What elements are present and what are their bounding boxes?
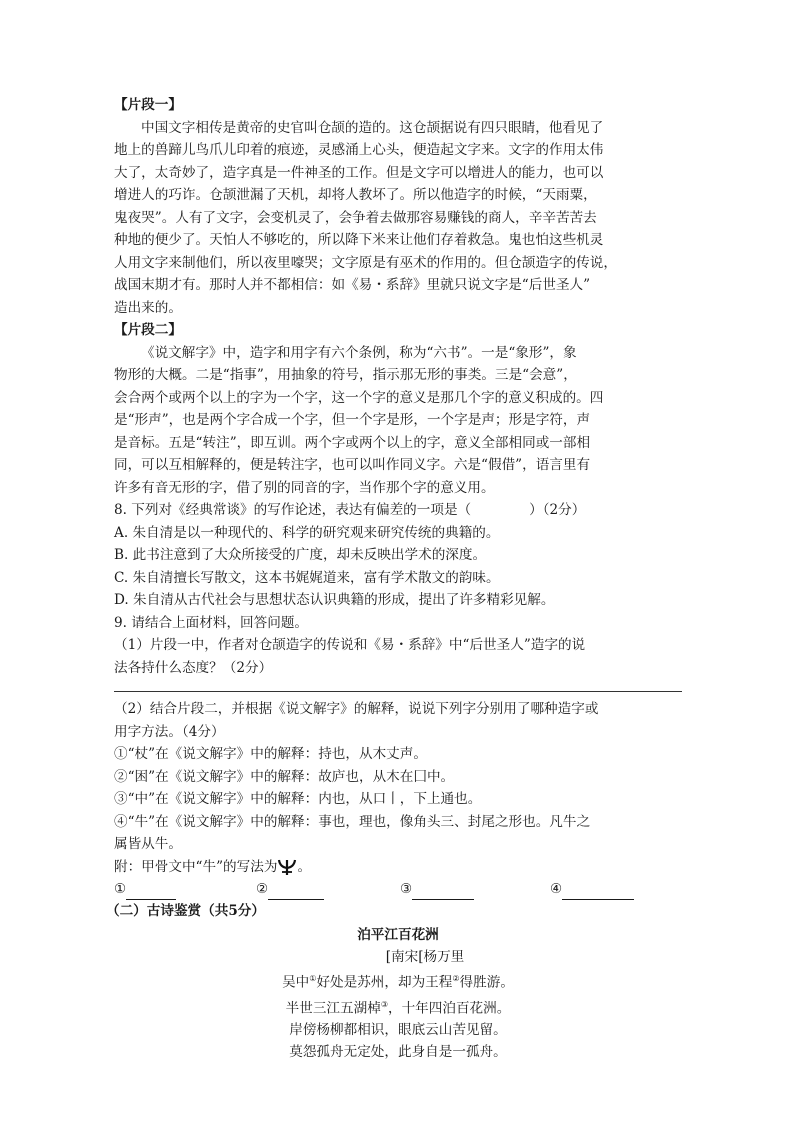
blank-label-4: ④ [550, 881, 563, 897]
answer-blanks [114, 878, 682, 900]
frag2-line: 会合两个或两个以上的字为一个字，这一个字的意义是那几个字的意义积成的。四 [114, 389, 604, 406]
option-b: B. 此书注意到了大众所接受的广度，却未反映出学术的深度。 [114, 547, 487, 563]
question-9-2-line: 用字方法。（4分） [114, 723, 225, 740]
item-niu: ④“牛”在《说文解字》中的解释：事也，理也，像角头三、封尾之形也。凡牛之 [114, 813, 591, 830]
oracle-note-text: 附：甲骨文中“牛”的写法为 [114, 858, 278, 875]
blank-label-1: ① [114, 881, 127, 897]
question-8-text: 8. 下列对《经典常谈》的写作论述，表达有偏差的一项是（ [114, 502, 472, 518]
item-zhang: ①“杖”在《说文解字》中的解释：持也，从木丈声。 [114, 746, 427, 762]
frag1-line: 战国末期才有。那时人并不都相信：如《易・系辞》里就只说文字是“后世圣人” [114, 277, 591, 293]
poem-line-1b: 好处是苏州，却为王程 [316, 974, 453, 991]
question-8-points: ）（2分） [529, 502, 586, 518]
poem-line-4: 莫怨孤舟无定处，此身自是一孤舟。 [289, 1044, 507, 1061]
question-8-stem [114, 499, 682, 522]
blank-label-3: ③ [400, 881, 413, 897]
frag1-line: 造出来的。 [114, 299, 182, 316]
answer-blank-3[interactable] [412, 885, 474, 900]
frag2-line: 是“形声”，也是两个字合成一个字，但一个字是形，一个字是声；形是字符，声 [114, 412, 591, 428]
frag1-line: 地上的兽蹄儿鸟爪儿印着的痕迹，灵感涌上心头，便造起文字来。文字的作用太伟 [114, 142, 604, 158]
frag2-line: 许多有音无形的字，借了别的同音的字，当作那个字的意义用。 [114, 479, 495, 496]
poem-line-1a: 吴中 [282, 974, 310, 991]
oracle-note-end: 。 [297, 858, 312, 875]
footnote-mark: ③ [380, 999, 388, 1009]
frag2-line: 是音标。五是“转注”，即互训。两个字或两个以上的字，意义全部相同或一部相 [114, 434, 591, 451]
frag1-line: 人用文字来制他们，所以夜里嚎哭；文字原是有巫术的作用的。但仓颉造字的传说， [114, 254, 617, 271]
footnote-mark: ① [309, 974, 317, 983]
frag1-line: 增进人的巧诈。仓颉泄漏了天机，却将人教坏了。所以他造字的时候，“天雨粟， [114, 187, 597, 203]
answer-blank-2[interactable] [268, 885, 324, 900]
fragment-one-heading: 【片段一】 [114, 97, 182, 113]
frag2-line: 物形的大概。二是“指事”，用抽象的符号，指示那无形的事类。三是“会意”， [114, 367, 577, 383]
question-9-1-line: 法各持什么态度？（2分） [114, 659, 273, 676]
poem-line-2b: ，十年四泊百花洲。 [387, 1000, 511, 1017]
option-d: D. 朱自清从古代社会与思想状态认识典籍的形成，提出了许多精彩见解。 [114, 592, 555, 608]
item-niu-cont: 属皆从牛。 [114, 836, 182, 852]
option-c: C. 朱自清擅长写散文，这本书娓娓道来，富有学术散文的韵味。 [114, 569, 500, 586]
fragment-two-heading: 【片段二】 [114, 322, 182, 338]
frag1-line: 大了，太奇妙了，造字真是一件神圣的工作。但是文字可以增进人的能力，也可以 [114, 164, 604, 181]
item-zhong: ③“中”在《说文解字》中的解释：内也，从口丨，下上通也。 [114, 791, 482, 807]
answer-blank-1[interactable] [126, 885, 176, 900]
question-9-2-line: （2）结合片段二，并根据《说文解字》的解释，说说下列字分别用了哪种造字或 [114, 701, 599, 717]
frag1-line: 中国文字相传是黄帝的史官叫仓颉的造的。这仓颉据说有四只眼睛，他看见了 [141, 119, 604, 136]
blank-label-2: ② [256, 881, 269, 897]
poem-line-3: 岸傍杨柳都相识，眼底云山苦见留。 [289, 1022, 507, 1039]
oracle-bone-niu-icon [277, 858, 297, 876]
answer-blank-4[interactable] [562, 885, 634, 900]
document-page [106, 94, 682, 1063]
answer-line[interactable] [114, 679, 682, 692]
section-2-heading: （二）古诗鉴赏（共5分） [106, 903, 265, 919]
poem-title: 泊平江百花洲 [357, 927, 439, 943]
poem-line-1 [114, 968, 682, 994]
option-a: A. 朱自清是以一种现代的、科学的研究观来研究传统的典籍的。 [114, 524, 500, 541]
frag1-line: 种地的便少了。天怕人不够吃的，所以降下米来让他们存着救急。鬼也怕这些机灵 [114, 232, 604, 248]
poem-line-2 [114, 994, 682, 1020]
question-9-stem: 9. 请结合上面材料，回答问题。 [114, 614, 309, 631]
oracle-note [114, 856, 682, 879]
footnote-mark: ② [452, 974, 460, 983]
item-kun: ②“困”在《说文解字》中的解释：故庐也，从木在囗中。 [114, 768, 455, 785]
poem-line-2a: 半世三江五湖棹 [285, 1000, 381, 1017]
question-9-1-line: （1）片段一中，作者对仓颉造字的传说和《易・系辞》中“后世圣人”造字的说 [114, 637, 586, 653]
frag2-line: 《说文解字》中，造字和用字有六个条例，称为“六书”。一是“象形”，象 [141, 344, 577, 361]
frag2-line: 同，可以互相解释的，便是转注字，也可以叫作同义字。六是“假借”，语言里有 [114, 457, 591, 473]
poem-line-1c: 得胜游。 [459, 974, 514, 991]
poem-author: [南宋[杨万里 [385, 949, 465, 965]
frag1-line: 鬼夜哭”。人有了文字，会变机灵了，会争着去做那容易赚钱的商人，辛辛苦苦去 [114, 209, 597, 226]
